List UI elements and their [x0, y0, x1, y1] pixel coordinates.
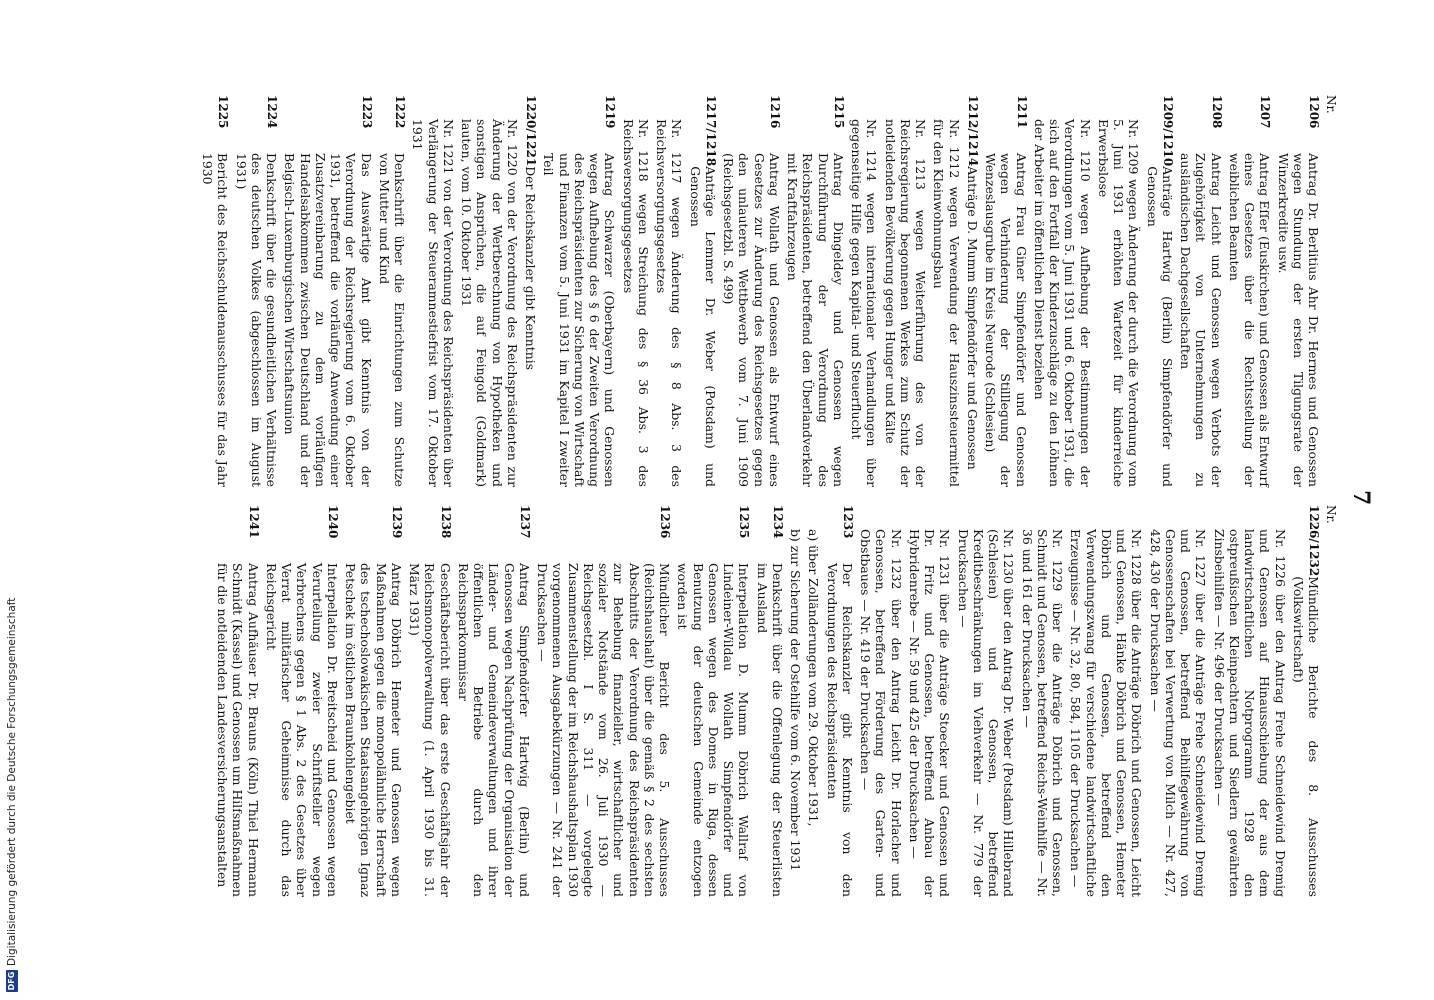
entry-number: 1206	[1307, 95, 1322, 129]
entry-text: b) zur Sicherung der Ostehilfe vom 6. November 1931	[788, 529, 804, 872]
list-entry	[721, 95, 782, 487]
entry-text: Antrag Wollath und Genossen als Entwurf eines Gesetzes zur Änderung des Reichsgesetzes gegen den unlauteren Wettbewerb vom 7. Juni 1909 (Reichsgesetzbl. S. 499)	[721, 153, 782, 487]
column-header: Nr.	[1324, 95, 1338, 114]
entry-text: a) über Zolländerungen vom 29. Oktober 1931,	[806, 529, 822, 827]
entry-number: 1208	[1209, 95, 1224, 129]
entry-number: 1239	[390, 505, 404, 539]
sub-entry	[654, 95, 685, 487]
page-number: 7	[1348, 490, 1374, 506]
entry-number: 1226/1232	[1307, 505, 1322, 577]
sub-entry	[1148, 505, 1209, 897]
list-entry	[1227, 95, 1273, 487]
entry-text: Nr. 1229 über die Anträge Döbrich und Genossen, Schmidt und Genossen, betreffend Reichs-Weinhilfe — Nr. 36 und 161 der Drucksachen —	[1019, 529, 1066, 897]
entry-text: Nr. 1221 von der Verordnung des Reichspräsidenten über Verlängerung der Steueramnestiefrist vom 17. Oktober 1931	[410, 119, 456, 487]
entry-number: 1211	[1014, 95, 1029, 129]
sub-entry	[931, 95, 962, 487]
dfg-logo: DFG	[7, 971, 16, 991]
entry-number: 1216	[768, 95, 782, 129]
entry-text: Geschäftsbericht über das erste Geschäftsjahr der Reichsmonopolverwaltung (1. April 1930 bis 31. März 1931)	[407, 563, 453, 897]
sub-entry	[459, 95, 520, 487]
entry-text: Nr. 1231 über die Anträge Stoecker und Genossen und Dr. Fritz und Genossen, betreffend Anbau der Hybridenrebe — Nr. 59 und 425 der Drucksachen —	[907, 529, 953, 897]
entry-number: 1225	[216, 95, 231, 129]
list-entry	[282, 95, 374, 487]
entry-text: Antrag Eſſer (Euskirchen) und Genossen als Entwurf eines Gesetzes über die Rechtsstellung der weiblichen Beamten	[1227, 153, 1273, 487]
entry-text: Anträge D. Mumm Simpfendörfer und Genossen	[965, 166, 980, 470]
entry-text: Interpellation Dr. Breitscheid und Genossen wegen Verurteilung zweier Schriftsteller wegen Verbrechens gegen § 1 Abs. 2 des Gesetzes über Verrat militärischer Geheimnisse durch das Reichsgericht	[264, 563, 340, 897]
list-entry	[1276, 95, 1322, 487]
list-entry	[456, 505, 532, 897]
sub-entry	[1096, 95, 1142, 487]
list-entry	[688, 95, 719, 487]
list-entry	[1178, 95, 1224, 487]
entry-text: Nr. 1212 wegen Verwendung der Hauszinssteuermittel für den Kleinwohnungsbau	[931, 119, 962, 487]
sub-entry	[1068, 505, 1144, 897]
list-entry	[535, 505, 672, 897]
entry-text: Interpellation D. Mumm Döbrich Wallraf von Lindeiner-Wildau Wollath Simpfendörfer und Genossen wegen des Domes in Riga, dessen Benutzung der deutschen Gemeinde entzogen worden ist	[675, 563, 752, 897]
entry-number: 1238	[438, 505, 453, 539]
entry-text: Nr. 1226 über den Antrag Frehe Schneidewind Dremig und Genossen auf Hinausschiebung der aus dem landwirtschaftlichen Notprogramm 1928 den ostpreußischen Kleinpachtern und Siedlern gewährten Zinsbeihilfen — Nr. 496 der Drucksachen —	[1211, 529, 1288, 897]
entry-number: 1223	[359, 95, 374, 129]
entry-number: 1207	[1258, 95, 1273, 129]
right-column	[212, 505, 1338, 897]
entry-text: Nr. 1232 über den Antrag Leicht Dr. Horlacher und Genossen, betreffend Förderung des Garten- und Obstbaues — Nr. 419 der Drucksachen —	[858, 529, 904, 897]
list-entry	[377, 95, 408, 487]
entry-text: Nr. 1227 über die Anträge Frehe Schneidewind Dremig und Genossen, betreffend Beihilfegewährung von Genossenschaften bei Verwertung von Milch — Nr. 427, 428, 430 der Drucksachen —	[1147, 529, 1209, 897]
list-entry	[264, 505, 340, 897]
entry-text: Antrag Leicht und Genossen wegen Verbots der Zugehörigkeit von Unternehmungen zu ausländischen Dachgesellschaften	[1178, 153, 1224, 487]
sub-entry	[1032, 95, 1093, 487]
entry-text: Antrag Frau Giner Simpfendörfer und Genossen wegen Verhinderung der Stilllegung der Wenzeslausgrube im Kreis Neurode (Schlesien)	[983, 153, 1029, 487]
entry-text: Antrag Simpfendörfer Hartwig (Berlin) und Genossen wegen Nachprüfung der Organisation der Länder- und Gemeindeverwaltungen und ihrer öffentlichen Betriebe durch den Reichssparkommissar	[456, 563, 532, 897]
list-entry	[234, 95, 280, 487]
entry-number: 1233	[841, 505, 855, 539]
entry-number: 1237	[518, 505, 532, 539]
list-entry	[675, 505, 751, 897]
entry-text: Antrag Dr. Berlitius Ahr Dr. Hermes und Genossen wegen Stundung der ersten Tilgungsrate der Winzerkredite usw.	[1275, 153, 1322, 487]
list-entry	[1145, 95, 1176, 487]
list-entry	[755, 505, 786, 897]
entry-text: Nr. 1209 wegen Änderung der durch die Verordnung vom 5. Juni 1931 erhöhten Wartezeit für kinderreiche Erwerbslose	[1096, 119, 1142, 487]
entry-text: Denkschrift über die gesundheitlichen Verhältnisse des deutschen Volkes (abgeschlossen im August 1931)	[233, 153, 280, 487]
entry-number: 1209/1210	[1161, 95, 1175, 167]
list-entry	[1291, 505, 1322, 897]
entry-text: Anträge Lemmer Dr. Weber (Potsdam) und Genossen	[687, 166, 718, 487]
entry-text: Das Auswärtige Amt gibt Kenntnis von der Verordnung der Reichsregierung vom 6. Oktober 1931, betreffend die vorläufige Anwendung einer Zusatzvereinbarung zu dem vorläufigen Handelsabkommen zwischen Deutschland und der Belgisch-Luxemburgischen Wirtschaftsunion	[282, 153, 374, 487]
entry-text: Antrag Aufhäuser Dr. Brauns (Köln) Thiel Hermann Schmidt (Kassel) und Genossen um Hilfsmaßnahmen für die notleidenden Landesversicherungsanstalten	[215, 563, 261, 897]
entry-text: Denkschrift über die Einrichtungen zum Schutze von Mutter und Kind	[377, 153, 408, 487]
sub-entry	[1212, 505, 1288, 897]
entry-number: 1215	[832, 95, 846, 129]
entry-text: Nr. 1217 wegen Änderung des § 8 Abs. 3 des Reichsversorgungsgesetzes	[654, 119, 685, 487]
entry-text: Anträge Hartwig (Berlin) Simpfendörfer und Genossen	[1144, 166, 1175, 487]
entry-text: Mündliche Berichte des 8. Ausschusses (Volkswirtschaft)	[1291, 576, 1322, 897]
entry-text: Nr. 1213 wegen Weiterführung des von der Reichsregierung begonnenen Werkes zum Schutz der notleidenden Bevölkerung gegen Hunger und Kälte	[882, 119, 929, 487]
entry-number: 1236	[658, 505, 673, 539]
entry-text: Der Reichskanzler gibt Kenntnis	[523, 166, 539, 371]
list-entry	[407, 505, 453, 897]
list-entry	[215, 505, 261, 897]
list-entry	[541, 95, 617, 487]
sub-entry	[849, 95, 880, 487]
entry-text: Nr. 1220 von der Verordnung des Reichspräsidenten zur Änderung der Wertberechnung von Hypotheken und sonstigen Ansprüchen, die auf Feingold (Goldmark) lauten, vom 10. Oktober 1931	[459, 119, 520, 487]
entry-text: Mündlicher Bericht des 5. Ausschusses (Reichshaushalt) über die gemäß § 2 des sechsten Abschnitts der Verordnung des Reichspräsidenten zur Behebung finanzieller, wirtschaftlicher und sozialer Notstände vom 26. Juli 1930 — Reichsgesetzbl. I S. 311 — vorgelegte Zusammenstellung der im Reichshaushaltsplan 1930 vorgenommenen Ausgabekürzungen — Nr. 241 der Drucksachen —	[535, 563, 673, 897]
list-entry	[200, 95, 231, 487]
left-column	[197, 95, 1338, 487]
entry-number: 1234	[771, 505, 785, 539]
entry-text: Nr. 1214 wegen internationaler Verhandlungen über gegenseitige Hilfe gegen Kapital- und Steuerflucht	[849, 119, 880, 487]
entry-text: Nr. 1218 wegen Streichung des § 36 Abs. 3 des Reichsversorgungsgesetzes	[620, 119, 651, 487]
footer-strip	[2, 0, 22, 1000]
sub-entry	[907, 505, 953, 897]
entry-number: 1212/1214	[966, 95, 980, 167]
sub-entry	[1020, 505, 1066, 897]
entry-number: 1222	[393, 95, 408, 129]
entry-list	[200, 95, 1321, 487]
list-entry	[965, 95, 980, 487]
sub-entry	[883, 95, 929, 487]
sub-entry	[858, 505, 904, 897]
entry-number: 1241	[246, 505, 261, 539]
sub-entry	[621, 95, 652, 487]
entry-text: Nr. 1230 über den Antrag Dr. Weber (Potsdam) Hillebrand (Schlesien) und Genossen, betreffend Kreditbeschränkungen im Viehverkehr — Nr. 779 der Drucksachen —	[955, 529, 1017, 897]
entry-number: 1217/1218	[704, 95, 718, 167]
entry-number: 1219	[603, 95, 618, 129]
entry-text: Antrag Döbrich Hemeter und Genossen wegen Maßnahmen gegen die monopolähnliche Herrschaft des tschechoslowakischen Staatsangehörigen Ignaz Petschek im östlichen Braunkohlengebiet	[343, 563, 404, 897]
entry-number: 1240	[326, 505, 340, 539]
funding-note: Digitalisierung gefördert durch die Deutsche Forschungsgemeinschaft	[6, 597, 18, 966]
entry-text: Bericht des Reichsschuldenausschusses für das Jahr 1930	[200, 153, 231, 487]
entry-number: 1224	[265, 95, 280, 129]
entry-number: 1235	[737, 505, 752, 539]
sub-entry	[956, 505, 1017, 897]
column-header: Nr.	[1324, 505, 1338, 524]
list-entry	[343, 505, 404, 897]
sub-entry	[410, 95, 456, 487]
entry-text: Denkschrift über die Offenlegung der Steuerlisten im Ausland	[754, 563, 785, 897]
sub-entry	[788, 505, 803, 897]
list-entry	[785, 95, 846, 487]
entry-text: Antrag Dingeldey und Genossen wegen Durchführung der Verordnung des Reichspräsidenten, betreffend den Überlandverkehr mit Kraftfahrzeugen	[785, 153, 846, 487]
list-entry	[825, 505, 856, 897]
list-entry	[983, 95, 1029, 487]
entry-list	[215, 505, 1321, 897]
list-entry	[523, 95, 538, 487]
entry-number: 1220/1221	[524, 95, 539, 167]
entry-text: Der Reichskanzler gibt Kenntnis von den Verordnungen des Reichspräsidenten	[824, 563, 855, 897]
entry-text: Nr. 1210 wegen Aufhebung der Bestimmungen der Verordnungen vom 5. Juni 1931 und 6. Oktober 1931, die sich auf den Fortfall der Kinderzuschläge zu den Löhnen der Arbeiter im öffentlichen Dienst beziehen	[1032, 119, 1093, 487]
entry-text: Nr. 1228 über die Anträge Döbrich und Genossen, Leicht und Genossen, Hänke Döbrich und Genossen, Hemeter Döbrich und Genossen, betreffend den Verwendungszwang für verschiedene landwirtschaftliche Erzeugnisse — Nr. 32, 80, 584, 1105 der Drucksachen —	[1068, 529, 1145, 897]
sub-entry	[806, 505, 821, 897]
entry-text: Antrag Schwarzer (Oberbayern) und Genossen wegen Aufhebung des § 6 der Zweiten Verordnung des Reichspräsidenten zur Sicherung von Wirtschaft und Finanzen vom 5. Juni 1931 im Kapitel I zweiter Teil	[541, 153, 618, 487]
